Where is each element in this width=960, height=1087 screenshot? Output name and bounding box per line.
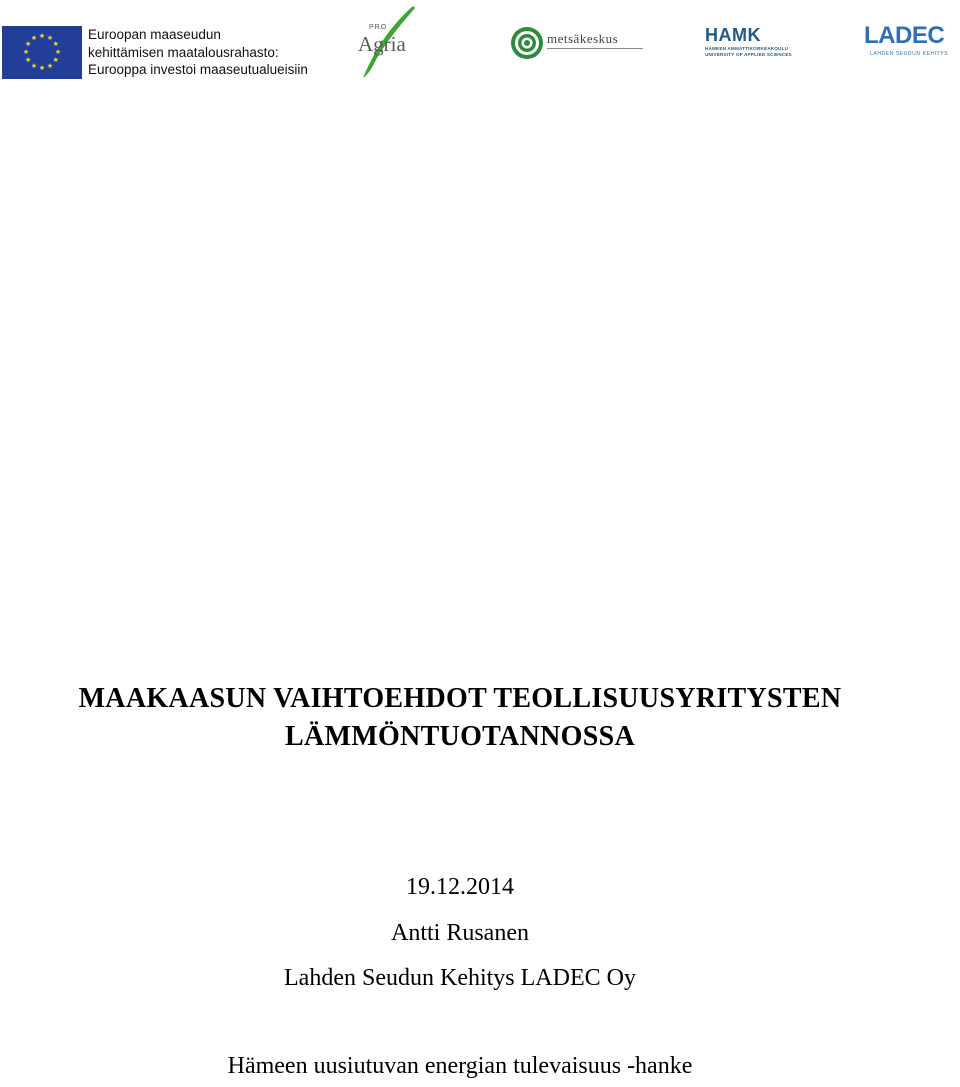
proagria-pro-text: PRO (369, 24, 388, 31)
target-rings-icon (510, 26, 546, 62)
svg-text:★: ★ (30, 34, 38, 43)
svg-text:★: ★ (52, 40, 59, 48)
svg-text:★: ★ (54, 48, 62, 56)
document-title-line-2: LÄMMÖNTUOTANNOSSA (285, 721, 635, 752)
hamk-logo (705, 25, 800, 60)
ladec-name: LADEC (864, 22, 945, 49)
document-project: Hämeen uusiutuvan energian tulevaisuus -hanke (227, 1053, 693, 1079)
eu-flag-icon (2, 26, 82, 79)
svg-text:★: ★ (46, 61, 54, 70)
svg-text:★: ★ (38, 64, 46, 72)
eu-text-line-2: kehittämisen maatalousrahasto: (88, 44, 279, 60)
svg-text:★: ★ (52, 56, 59, 64)
eu-text-line-3: Eurooppa investoi maaseutualueisiin (88, 62, 308, 77)
ladec-logo (864, 22, 956, 61)
svg-text:★: ★ (30, 61, 38, 70)
document-author: Antti Rusanen (391, 920, 529, 946)
document-title-line-1: MAAKAASUN VAIHTOEHDOT TEOLLISUUSYRITYSTEN (78, 683, 842, 714)
document-organization: Lahden Seudun Kehitys LADEC Oy (284, 965, 636, 991)
document-date: 19.12.2014 (406, 874, 514, 900)
svg-text:★: ★ (38, 32, 46, 40)
eu-fund-logo (2, 26, 332, 80)
logo-bar (0, 0, 960, 90)
svg-text:★: ★ (22, 48, 30, 56)
svg-text:★: ★ (46, 34, 54, 43)
proagria-logo (355, 4, 419, 80)
eu-text-line-1: Euroopan maaseudun (88, 27, 221, 42)
hamk-subtitle-en: UNIVERSITY OF APPLIED SCIENCES (705, 52, 792, 57)
eu-fund-text (88, 26, 308, 79)
svg-text:★: ★ (25, 40, 32, 48)
hamk-name: HAMK (705, 25, 761, 45)
metsakeskus-name: metsäkeskus (547, 31, 619, 46)
metsakeskus-underline (547, 48, 643, 49)
svg-text:★: ★ (25, 56, 32, 64)
hamk-subtitle-fi: HÄMEEN AMMATTIKORKEAKOULU (705, 46, 789, 51)
document-title (0, 680, 920, 756)
proagria-name: Agria (358, 32, 406, 56)
metsakeskus-logo (510, 26, 650, 62)
ladec-subtitle: LAHDEN SEUDUN KEHITYS (870, 51, 949, 57)
